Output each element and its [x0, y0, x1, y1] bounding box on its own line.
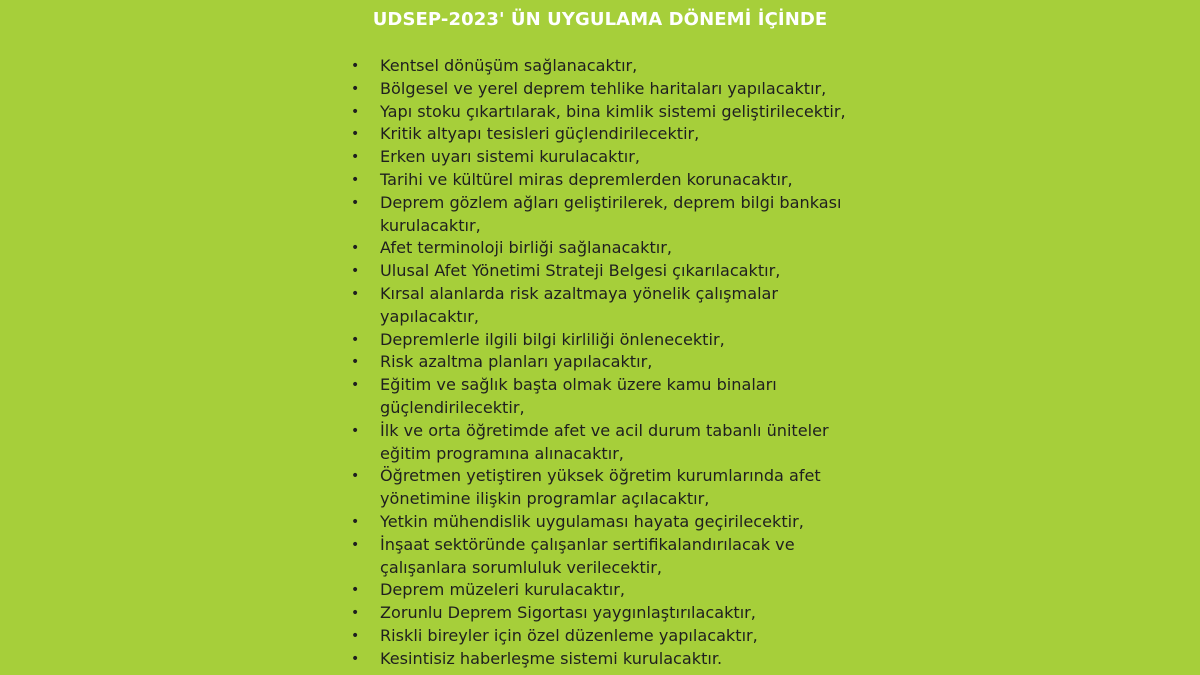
list-item	[351, 101, 871, 124]
list-item-text: Kırsal alanlarda risk azaltmaya yönelik çalışmalar yapılacaktır,	[380, 283, 779, 326]
bullet-list	[351, 55, 871, 671]
bullet-icon: •	[351, 331, 360, 348]
bullet-icon: •	[351, 422, 360, 439]
bullet-icon: •	[351, 513, 360, 530]
list-item-text: Risk azaltma planları yapılacaktır,	[380, 352, 653, 372]
list-item	[351, 260, 871, 283]
list-item-text: Kesintisiz haberleşme sistemi kurulacaktır.	[380, 648, 723, 668]
list-item-text: İlk ve orta öğretimde afet ve acil durum tabanlı üniteler eğitim programına alınacaktır,	[380, 420, 829, 463]
list-item-text: Depremlerle ilgili bilgi kirliliği önlenecektir,	[380, 329, 725, 349]
list-item	[351, 602, 871, 625]
bullet-icon: •	[351, 377, 360, 394]
bullet-icon: •	[351, 285, 360, 302]
list-item-text: Bölgesel ve yerel deprem tehlike haritaları yapılacaktır,	[380, 78, 827, 98]
list-item-text: Deprem gözlem ağları geliştirilerek, deprem bilgi bankası kurulacaktır,	[380, 192, 842, 235]
bullet-icon: •	[351, 582, 360, 599]
list-item	[351, 511, 871, 534]
list-item	[351, 283, 871, 329]
list-item	[351, 351, 871, 374]
list-item	[351, 465, 871, 511]
bullet-icon: •	[351, 354, 360, 371]
bullet-icon: •	[351, 240, 360, 257]
bullet-icon: •	[351, 194, 360, 211]
bullet-icon: •	[351, 627, 360, 644]
list-item	[351, 329, 871, 352]
list-item	[351, 648, 871, 671]
list-item-text: Yapı stoku çıkartılarak, bina kimlik sistemi geliştirilecektir,	[380, 101, 846, 121]
list-item	[351, 123, 871, 146]
list-item-text: Erken uyarı sistemi kurulacaktır,	[380, 147, 640, 167]
list-item-text: Riskli bireyler için özel düzenleme yapılacaktır,	[380, 625, 758, 645]
list-item-text: Tarihi ve kültürel miras depremlerden korunacaktır,	[380, 169, 793, 189]
list-item	[351, 420, 871, 466]
list-item	[351, 192, 871, 238]
bullet-icon: •	[351, 80, 360, 97]
list-item-text: Öğretmen yetiştiren yüksek öğretim kurumlarında afet yönetimine ilişkin programlar açılacaktır,	[380, 466, 821, 509]
bullet-icon: •	[351, 468, 360, 485]
bullet-icon: •	[351, 126, 360, 143]
list-item	[351, 55, 871, 78]
bullet-icon: •	[351, 605, 360, 622]
list-item-text: Afet terminoloji birliği sağlanacaktır,	[380, 238, 672, 258]
list-item-text: Eğitim ve sağlık başta olmak üzere kamu binaları güçlendirilecektir,	[380, 375, 777, 417]
list-item-text: İnşaat sektöründe çalışanlar sertifikalandırılacak ve çalışanlara sorumluluk verilecektir,	[380, 534, 795, 577]
bullet-icon: •	[351, 650, 360, 667]
list-item-text: Deprem müzeleri kurulacaktır,	[380, 580, 625, 600]
list-item	[351, 78, 871, 101]
bullet-icon: •	[351, 536, 360, 553]
bullet-icon: •	[351, 58, 360, 74]
list-item-text: Zorunlu Deprem Sigortası yaygınlaştırılacaktır,	[380, 603, 756, 623]
list-item-text: Yetkin mühendislik uygulaması hayata geçirilecektir,	[380, 511, 804, 531]
bullet-icon: •	[351, 149, 360, 166]
list-item-text: Kentsel dönüşüm sağlanacaktır,	[380, 56, 638, 75]
list-item	[351, 374, 871, 420]
list-item	[351, 534, 871, 580]
list-item	[351, 579, 871, 602]
list-item	[351, 625, 871, 648]
bullet-icon: •	[351, 263, 360, 280]
list-item	[351, 146, 871, 169]
list-item	[351, 169, 871, 192]
list-item-text: Ulusal Afet Yönetimi Strateji Belgesi çıkarılacaktır,	[380, 261, 781, 281]
list-item-text: Kritik altyapı tesisleri güçlendirilecektir,	[380, 124, 700, 144]
page-title: UDSEP-2023' ÜN UYGULAMA DÖNEMİ İÇİNDE	[372, 9, 828, 30]
bullet-icon: •	[351, 103, 360, 120]
list-item	[351, 237, 871, 260]
bullet-icon: •	[351, 171, 360, 188]
